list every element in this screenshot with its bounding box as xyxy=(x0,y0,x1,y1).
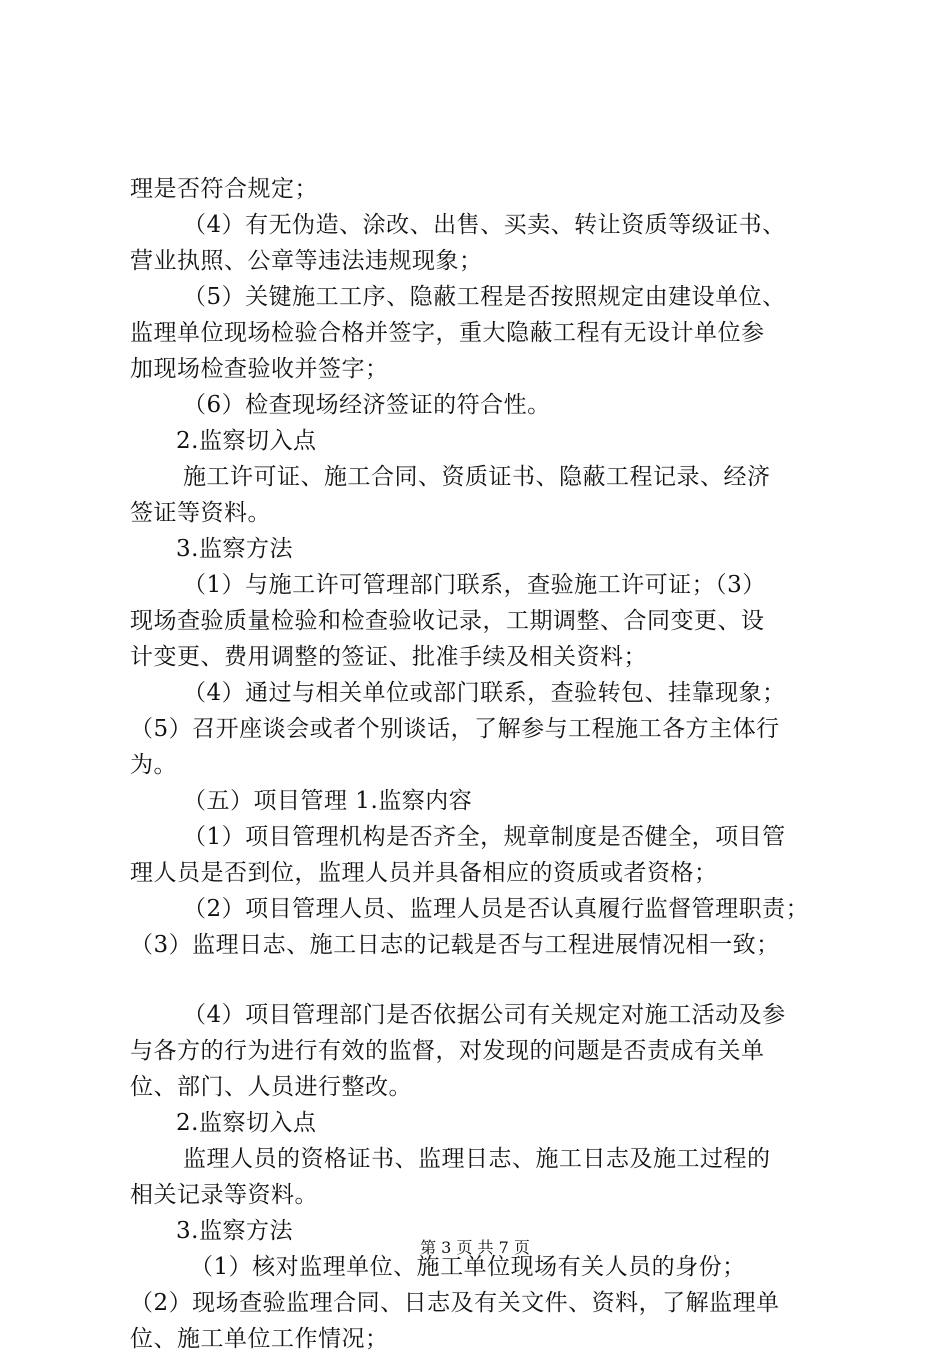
text-line: 与各方的行为进行有效的监督，对发现的问题是否责成有关单 xyxy=(130,1038,765,1064)
section-heading: 3.监察方法 xyxy=(176,536,293,562)
text-line: （5）召开座谈会或者个别谈话，了解参与工程施工各方主体行 xyxy=(130,716,780,742)
text-line: 监理单位现场检验合格并签字，重大隐蔽工程有无设计单位参 xyxy=(130,320,765,346)
text-line: （2）现场查验监理合同、日志及有关文件、资料，了解监理单 xyxy=(130,1290,780,1316)
text-line: 位、施工单位工作情况； xyxy=(130,1326,389,1352)
text-line: （5）关键施工工序、隐蔽工程是否按照规定由建设单位、 xyxy=(183,284,786,310)
text-line: （4）有无伪造、涂改、出售、买卖、转让资质等级证书、 xyxy=(183,212,786,238)
text-line: （6）检查现场经济签证的符合性。 xyxy=(183,392,551,418)
section-heading: （五）项目管理 1.监察内容 xyxy=(183,788,473,814)
text-line: 理人员是否到位，监理人员并具备相应的资质或者资格； xyxy=(130,860,718,886)
text-line: 计变更、费用调整的签证、批准手续及相关资料； xyxy=(130,644,647,670)
text-line: （3）监理日志、施工日志的记载是否与工程进展情况相一致； xyxy=(130,932,780,958)
section-heading: 2.监察切入点 xyxy=(176,1110,317,1136)
section-heading: 3.监察方法 xyxy=(176,1218,293,1244)
text-line: 监理人员的资格证书、监理日志、施工日志及施工过程的 xyxy=(183,1146,771,1172)
text-line: （1）与施工许可管理部门联系，查验施工许可证；（3） xyxy=(183,572,766,598)
text-line: 施工许可证、施工合同、资质证书、隐蔽工程记录、经济 xyxy=(183,464,771,490)
text-line: 加现场检查验收并签字； xyxy=(130,356,389,382)
page-number-footer: 第 3 页 共 7 页 xyxy=(420,1238,530,1257)
text-line: 营业执照、公章等违法违规现象； xyxy=(130,248,483,274)
text-line: （4）项目管理部门是否依据公司有关规定对施工活动及参 xyxy=(183,1002,786,1028)
text-line: （2）项目管理人员、监理人员是否认真履行监督管理职责； xyxy=(183,896,810,922)
text-line: 位、部门、人员进行整改。 xyxy=(130,1074,412,1100)
text-line: 理是否符合规定； xyxy=(130,176,318,202)
text-line: 签证等资料。 xyxy=(130,500,271,526)
text-line: （4）通过与相关单位或部门联系，查验转包、挂靠现象； xyxy=(183,680,786,706)
section-heading: 2.监察切入点 xyxy=(176,428,317,454)
text-line: （1）核对监理单位、施工单位现场有关人员的身份； xyxy=(190,1254,746,1280)
text-line: 为。 xyxy=(130,752,177,778)
text-line: （1）项目管理机构是否齐全，规章制度是否健全，项目管 xyxy=(183,824,786,850)
text-line: 现场查验质量检验和检查验收记录，工期调整、合同变更、设 xyxy=(130,608,765,634)
text-line: 相关记录等资料。 xyxy=(130,1182,318,1208)
